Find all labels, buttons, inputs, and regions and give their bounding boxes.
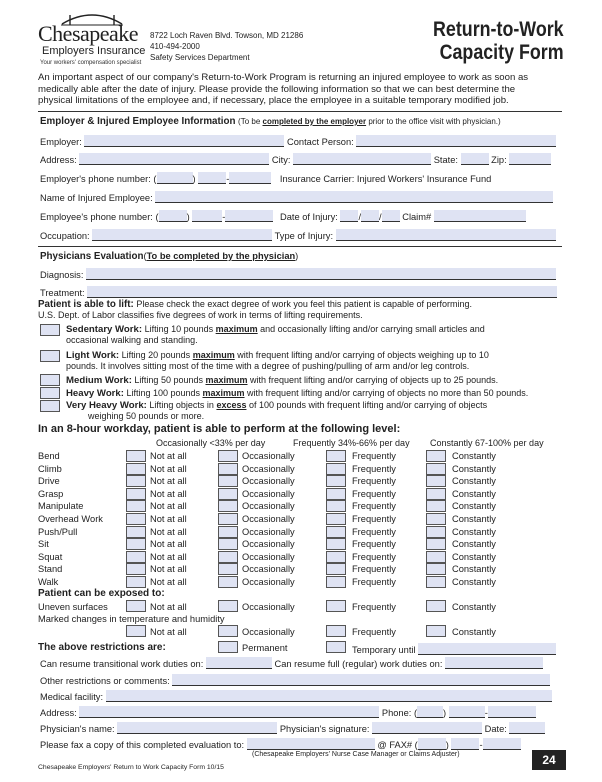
col-constantly-header: Constantly 67-100% per day	[430, 438, 544, 448]
activity-label-sit: Sit	[38, 539, 49, 550]
injury-type-field[interactable]	[336, 229, 556, 241]
employee-phone-line-field[interactable]	[225, 210, 273, 222]
squat-constantly-checkbox[interactable]	[426, 551, 446, 563]
grasp-constantly-checkbox[interactable]	[426, 488, 446, 500]
option-label-not-at-all: Not at all	[150, 463, 187, 474]
page-number: 24	[532, 750, 566, 770]
diagnosis-field[interactable]	[86, 268, 556, 280]
walk-frequently-checkbox[interactable]	[326, 576, 346, 588]
push-pull-frequently-checkbox[interactable]	[326, 526, 346, 538]
treatment-field[interactable]	[87, 286, 557, 298]
section-employer-heading: Employer & Injured Employee Information (To be completed by the employer prior to the office visit with physician.)	[40, 116, 501, 127]
contact-label: Contact Person:	[287, 137, 354, 147]
city-field[interactable]	[293, 153, 431, 165]
sedentary-work-checkbox[interactable]	[40, 324, 60, 336]
option-label-frequently: Frequently	[352, 526, 396, 537]
facility-area-code-field[interactable]	[417, 706, 443, 718]
page-title: Return-to-Work Capacity Form	[433, 18, 564, 64]
manipulate-not-at-all-checkbox[interactable]	[126, 500, 146, 512]
activity-label-bend: Bend	[38, 451, 60, 461]
option-label-frequently: Frequently	[352, 488, 396, 499]
option-label-frequently: Frequently	[352, 451, 396, 461]
full-duty-date-field[interactable]	[445, 657, 543, 669]
stand-occasionally-checkbox[interactable]	[218, 563, 238, 575]
activity-label-drive: Drive	[38, 476, 60, 487]
overhead-work-constantly-checkbox[interactable]	[426, 513, 446, 525]
temp-occasionally-checkbox[interactable]	[218, 625, 238, 637]
push-pull-not-at-all-checkbox[interactable]	[126, 526, 146, 538]
injury-day-field[interactable]	[361, 210, 379, 222]
employer-field[interactable]	[84, 135, 284, 147]
walk-occasionally-checkbox[interactable]	[218, 576, 238, 588]
option-label-frequently: Frequently	[352, 551, 396, 562]
fax-note: (Chesapeake Employers' Nurse Case Manager or Claims Adjuster)	[252, 751, 460, 758]
very-heavy-work-text: Very Heavy Work: Lifting objects in excess of 100 pounds with frequent lifting and/or carrying of objects weighing 50 pounds or more.	[66, 400, 488, 421]
stand-constantly-checkbox[interactable]	[426, 563, 446, 575]
physician-name-field[interactable]	[117, 722, 277, 734]
employer-area-code-field[interactable]	[157, 172, 193, 184]
activity-label-climb: Climb	[38, 463, 62, 474]
activity-label-overhead-work: Overhead Work	[38, 514, 103, 524]
other-restrictions-field[interactable]	[172, 674, 550, 686]
col-frequently-header: Frequently 34%-66% per day	[293, 438, 410, 448]
company-logo	[38, 12, 148, 70]
walk-not-at-all-checkbox[interactable]	[126, 576, 146, 588]
physician-signature-field[interactable]	[372, 722, 482, 734]
signature-date-field[interactable]	[509, 722, 545, 734]
uneven-not-at-all-checkbox[interactable]	[126, 600, 146, 612]
option-label-constantly: Constantly	[452, 463, 496, 474]
bend-frequently-checkbox[interactable]	[326, 450, 346, 462]
sit-constantly-checkbox[interactable]	[426, 538, 446, 550]
lift-intro: Patient is able to lift: Please check the exact degree of work you feel this patient is capable of performing. U.S. Dept. of Labor classifies five degrees of work in terms of lifting requirements.	[38, 299, 473, 320]
option-label-occasionally: Occasionally	[242, 539, 295, 550]
activity-label-squat: Squat	[38, 551, 63, 562]
temp-frequently-checkbox[interactable]	[326, 625, 346, 637]
manipulate-constantly-checkbox[interactable]	[426, 500, 446, 512]
temp-constantly-checkbox[interactable]	[426, 625, 446, 637]
option-label-constantly: Constantly	[452, 577, 496, 587]
facility-phone-prefix-field[interactable]	[449, 706, 485, 718]
divider	[38, 246, 562, 247]
sit-occasionally-checkbox[interactable]	[218, 538, 238, 550]
employer-phone-prefix-field[interactable]	[198, 172, 226, 184]
temporary-until-field[interactable]	[418, 643, 556, 655]
facility-phone-line-field[interactable]	[488, 706, 536, 718]
medium-work-text: Medium Work: Lifting 50 pounds maximum with frequent lifting and/or carrying of objects up to 25 pounds.	[66, 375, 499, 386]
grasp-occasionally-checkbox[interactable]	[218, 488, 238, 500]
option-label-constantly: Constantly	[452, 539, 496, 550]
option-label-frequently: Frequently	[352, 501, 396, 512]
occupation-field[interactable]	[92, 229, 272, 241]
medical-facility-field[interactable]	[106, 690, 552, 702]
stand-frequently-checkbox[interactable]	[326, 563, 346, 575]
option-label-frequently: Frequently	[352, 539, 396, 550]
push-pull-constantly-checkbox[interactable]	[426, 526, 446, 538]
workday-heading: In an 8-hour workday, patient is able to perform at the following level:	[38, 423, 401, 435]
option-label-constantly: Constantly	[452, 526, 496, 537]
manipulate-frequently-checkbox[interactable]	[326, 500, 346, 512]
injured-employee-name-field[interactable]	[155, 191, 553, 203]
uneven-surfaces-label: Uneven surfaces	[38, 602, 108, 612]
temperature-label: Marked changes in temperature and humidity	[38, 614, 225, 624]
climb-not-at-all-checkbox[interactable]	[126, 463, 146, 475]
option-label-occasionally: Occasionally	[242, 564, 295, 575]
option-label-not-at-all: Not at all	[150, 451, 187, 461]
bend-constantly-checkbox[interactable]	[426, 450, 446, 462]
option-label-not-at-all: Not at all	[150, 539, 187, 550]
logo-name: Chesapeake	[38, 21, 139, 46]
sit-frequently-checkbox[interactable]	[326, 538, 346, 550]
injury-month-field[interactable]	[340, 210, 358, 222]
option-label-frequently: Frequently	[352, 476, 396, 487]
activity-label-manipulate: Manipulate	[38, 501, 84, 512]
employer-address-field[interactable]	[79, 153, 269, 165]
option-label-occasionally: Occasionally	[242, 476, 295, 487]
option-label-occasionally: Occasionally	[242, 577, 295, 587]
temporary-checkbox[interactable]	[326, 641, 346, 653]
contact-field[interactable]	[356, 135, 556, 147]
footer-text: Chesapeake Employers' Return to Work Capacity Form 10/15	[38, 764, 224, 771]
uneven-constantly-checkbox[interactable]	[426, 600, 446, 612]
option-label-occasionally: Occasionally	[242, 551, 295, 562]
medium-work-checkbox[interactable]	[40, 374, 60, 386]
activity-label-push-pull: Push/Pull	[38, 526, 78, 537]
squat-frequently-checkbox[interactable]	[326, 551, 346, 563]
restrictions-heading: The above restrictions are:	[38, 642, 166, 653]
sit-not-at-all-checkbox[interactable]	[126, 538, 146, 550]
option-label-constantly: Constantly	[452, 476, 496, 487]
drive-constantly-checkbox[interactable]	[426, 475, 446, 487]
injury-year-field[interactable]	[382, 210, 400, 222]
state-field[interactable]	[461, 153, 489, 165]
logo-tag: Your workers' compensation specialist	[40, 60, 142, 66]
activity-label-grasp: Grasp	[38, 488, 64, 499]
temp-not-at-all-checkbox[interactable]	[126, 625, 146, 637]
fax-line-field[interactable]	[483, 738, 521, 750]
manipulate-occasionally-checkbox[interactable]	[218, 500, 238, 512]
option-label-not-at-all: Not at all	[150, 526, 187, 537]
drive-frequently-checkbox[interactable]	[326, 475, 346, 487]
stand-not-at-all-checkbox[interactable]	[126, 563, 146, 575]
permanent-checkbox[interactable]	[218, 641, 238, 653]
facility-address-field[interactable]	[79, 706, 379, 718]
climb-occasionally-checkbox[interactable]	[218, 463, 238, 475]
option-label-occasionally: Occasionally	[242, 514, 295, 524]
employee-area-code-field[interactable]	[159, 210, 187, 222]
employee-phone-prefix-field[interactable]	[192, 210, 222, 222]
heavy-work-text: Heavy Work: Lifting 100 pounds maximum with frequent lifting and/or carrying of objects no more than 50 pounds.	[66, 388, 529, 399]
overhead-work-frequently-checkbox[interactable]	[326, 513, 346, 525]
grasp-not-at-all-checkbox[interactable]	[126, 488, 146, 500]
push-pull-occasionally-checkbox[interactable]	[218, 526, 238, 538]
transitional-date-field[interactable]	[206, 657, 272, 669]
section-physician-heading: Physicians Evaluation(To be completed by the physician)	[40, 251, 299, 262]
option-label-not-at-all: Not at all	[150, 476, 187, 487]
drive-occasionally-checkbox[interactable]	[218, 475, 238, 487]
overhead-work-not-at-all-checkbox[interactable]	[126, 513, 146, 525]
squat-occasionally-checkbox[interactable]	[218, 551, 238, 563]
option-label-not-at-all: Not at all	[150, 488, 187, 499]
option-label-constantly: Constantly	[452, 551, 496, 562]
bend-occasionally-checkbox[interactable]	[218, 450, 238, 462]
light-work-checkbox[interactable]	[40, 350, 60, 362]
very-heavy-work-checkbox[interactable]	[40, 400, 60, 412]
drive-not-at-all-checkbox[interactable]	[126, 475, 146, 487]
claim-number-field[interactable]	[434, 210, 526, 222]
squat-not-at-all-checkbox[interactable]	[126, 551, 146, 563]
employer-label: Employer:	[40, 137, 82, 147]
option-label-constantly: Constantly	[452, 564, 496, 575]
intro-paragraph: An important aspect of our company's Return-to-Work Program is returning an injured employee to work as soon as medically able after the date of injury. Please provide the following information so that we can best determine the physical limitations of the employee and, if necessary, place the employee in a suitable temporary modified job.	[38, 72, 529, 107]
sedentary-work-text: Sedentary Work: Lifting 10 pounds maximum and occasionally lifting and/or carrying small articles and occasional walking and standing.	[66, 324, 485, 345]
zip-field[interactable]	[509, 153, 551, 165]
option-label-occasionally: Occasionally	[242, 526, 295, 537]
option-label-not-at-all: Not at all	[150, 577, 187, 587]
option-label-not-at-all: Not at all	[150, 514, 187, 524]
company-address: 8722 Loch Raven Blvd. Towson, MD 21286 410-494-2000 Safety Services Department	[150, 31, 304, 62]
option-label-not-at-all: Not at all	[150, 551, 187, 562]
option-label-constantly: Constantly	[452, 451, 496, 461]
option-label-not-at-all: Not at all	[150, 564, 187, 575]
overhead-work-occasionally-checkbox[interactable]	[218, 513, 238, 525]
option-label-constantly: Constantly	[452, 514, 496, 524]
activity-label-stand: Stand	[38, 564, 63, 575]
option-label-occasionally: Occasionally	[242, 463, 295, 474]
activity-label-walk: Walk	[38, 577, 59, 587]
option-label-constantly: Constantly	[452, 488, 496, 499]
logo-sub: Employers Insurance	[42, 45, 146, 57]
option-label-occasionally: Occasionally	[242, 488, 295, 499]
heavy-work-checkbox[interactable]	[40, 387, 60, 399]
walk-constantly-checkbox[interactable]	[426, 576, 446, 588]
grasp-frequently-checkbox[interactable]	[326, 488, 346, 500]
employer-phone-line-field[interactable]	[229, 172, 271, 184]
option-label-constantly: Constantly	[452, 501, 496, 512]
option-label-frequently: Frequently	[352, 564, 396, 575]
uneven-frequently-checkbox[interactable]	[326, 600, 346, 612]
option-label-occasionally: Occasionally	[242, 501, 295, 512]
option-label-not-at-all: Not at all	[150, 501, 187, 512]
climb-constantly-checkbox[interactable]	[426, 463, 446, 475]
exposed-heading: Patient can be exposed to:	[38, 588, 165, 599]
option-label-frequently: Frequently	[352, 577, 396, 587]
light-work-text: Light Work: Lifting 20 pounds maximum with frequent lifting and/or carrying of objects weighing up to 10 pounds. It involves sitting most of the time with a degree of pushing/pulling of arm and/or leg controls.	[66, 350, 489, 371]
option-label-occasionally: Occasionally	[242, 451, 295, 461]
col-occasionally-header: Occasionally <33% per day	[156, 438, 266, 448]
option-label-frequently: Frequently	[352, 463, 396, 474]
climb-frequently-checkbox[interactable]	[326, 463, 346, 475]
option-label-frequently: Frequently	[352, 514, 396, 524]
divider	[38, 111, 562, 112]
bend-not-at-all-checkbox[interactable]	[126, 450, 146, 462]
uneven-occasionally-checkbox[interactable]	[218, 600, 238, 612]
